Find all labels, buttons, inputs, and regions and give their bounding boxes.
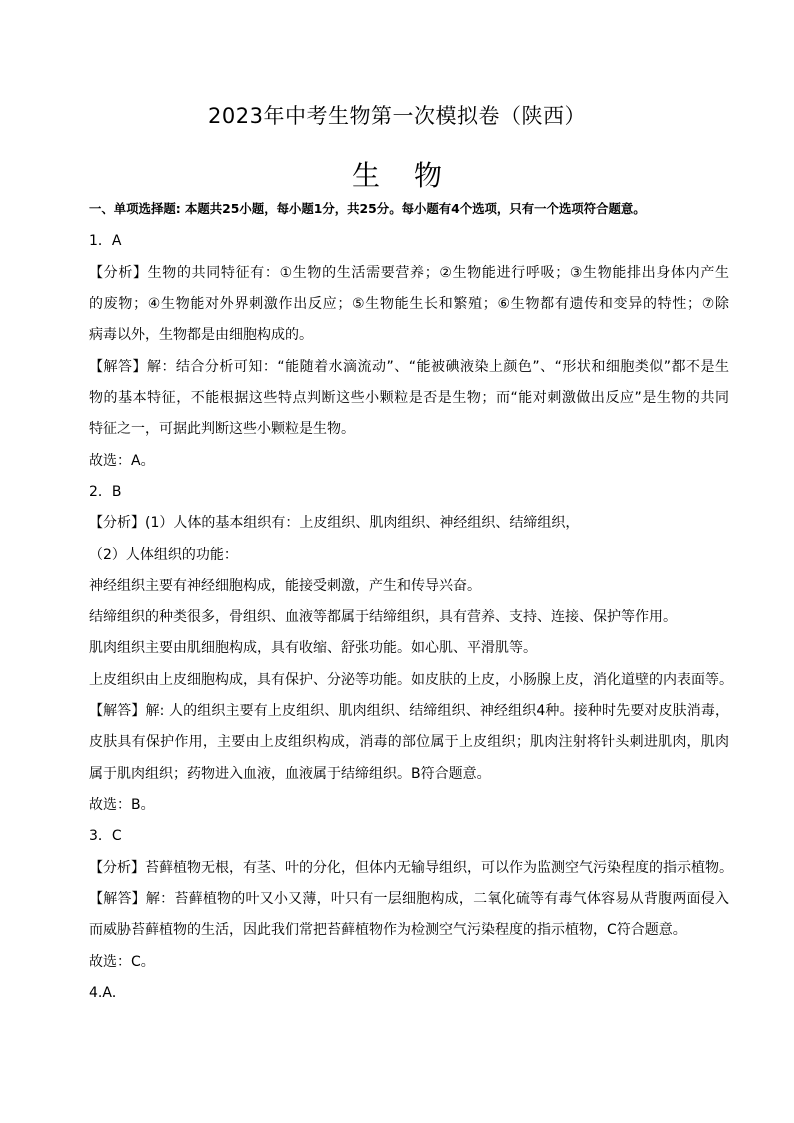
solution-line: 【解答】解：苔藓植物的叶又小又薄，叶只有一层细胞构成，二氧化硫等有毒气体容易从背腹两面侵入 — [89, 891, 729, 907]
analysis-line: 【分析】(1）人体的基本组织有：上皮组织、肌肉组织、神经组织、结缔组织， — [89, 515, 580, 531]
solution-line: 属于肌肉组织；药物进入血液，血液属于结缔组织。B符合题意。 — [89, 766, 491, 782]
analysis-line: 【分析】生物的共同特征有：①生物的生活需要营养；②生物能进行呼吸；③生物能排出身体内产生 — [89, 265, 729, 281]
solution-line: 物的基本特征，不能根据这些特点判断这些小颗粒是否是生物；而“能对刺激做出反应”是生物的共同 — [89, 390, 729, 406]
analysis-line: 病毒以外，生物都是由细胞构成的。 — [89, 327, 313, 343]
solution-line: 皮肤具有保护作用，主要由上皮组织构成，消毒的部位属于上皮组织；肌肉注射将针头刺进肌肉，肌肉 — [89, 734, 729, 750]
analysis-line: 的废物；④生物能对外界刺激作出反应；⑤生物能生长和繁殖；⑥生物都有遗传和变异的特性；⑦除 — [89, 296, 729, 312]
answer-number: 1．A — [89, 233, 122, 249]
answer-choice: 故选：B。 — [89, 797, 155, 813]
solution-line: 而威胁苔藓植物的生活，因此我们常把苔藓植物作为检测空气污染程度的指示植物，C符合题意。 — [89, 922, 687, 938]
subject-heading: 生物 — [351, 159, 476, 192]
solution-line: 【解答】解：结合分析可知：“能随着水滴流动”、“能被碘液染上颜色”、“形状和细胞类似”都不是生 — [89, 359, 729, 375]
exam-title: 2023年中考生物第一次模拟卷（陕西） — [208, 104, 586, 128]
answer-choice: 故选：C。 — [89, 954, 155, 970]
answer-number: 3．C — [89, 828, 122, 844]
analysis-line: 神经组织主要有神经细胞构成，能接受刺激，产生和传导兴奋。 — [89, 578, 481, 594]
solution-line: 特征之一，可据此判断这些小颗粒是生物。 — [89, 421, 355, 437]
answer-number: 4.A． — [89, 985, 126, 1001]
analysis-line: （2）人体组织的功能： — [89, 547, 238, 563]
analysis-line: 结缔组织的种类很多，骨组织、血液等都属于结缔组织，具有营养、支持、连接、保护等作用。 — [89, 609, 677, 625]
analysis-line: 上皮组织由上皮细胞构成，具有保护、分泌等功能。如皮肤的上皮，小肠腺上皮，消化道壁的内表面等。 — [89, 672, 733, 688]
section-heading: 一、单项选择题: 本题共25小题，每小题1分，共25分。每小题有4个选项，只有一个选项符合题意。 — [89, 201, 646, 216]
solution-line: 【解答】解: 人的组织主要有上皮组织、肌肉组织、结缔组织、神经组织4种。接种时先要对皮肤消毒， — [89, 703, 729, 719]
analysis-line: 【分析】苔藓植物无根，有茎、叶的分化，但体内无输导组织，可以作为监测空气污染程度的指示植物。 — [89, 860, 733, 876]
analysis-line: 肌肉组织主要由肌细胞构成，具有收缩、舒张功能。如心肌、平滑肌等。 — [89, 640, 537, 656]
answer-choice: 故选：A。 — [89, 453, 155, 469]
answer-number: 2．B — [89, 484, 122, 500]
